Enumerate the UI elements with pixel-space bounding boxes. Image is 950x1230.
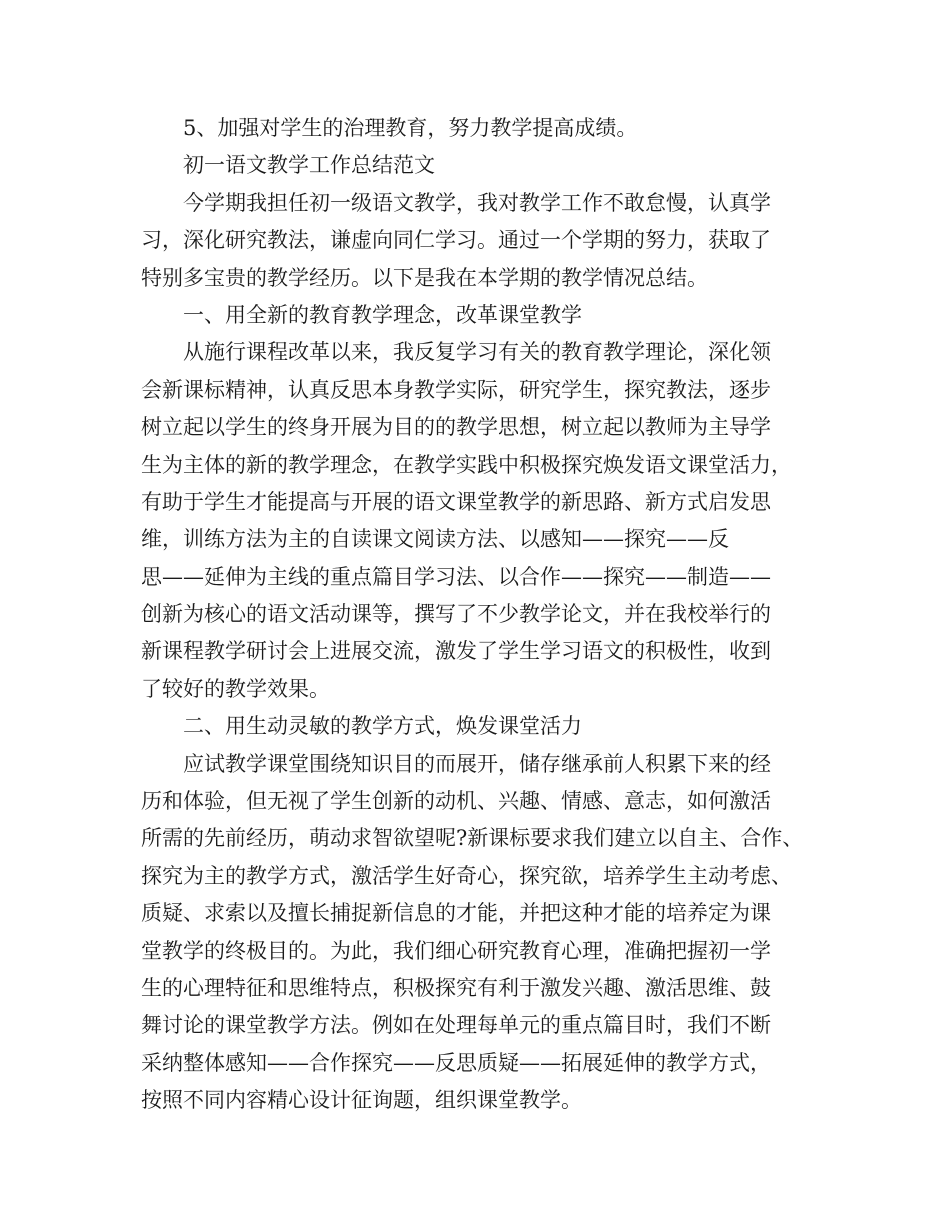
text-line: 特别多宝贵的教学经历。以下是我在本学期的教学情况总结。 <box>141 265 708 290</box>
text-line: 会新课标精神，认真反思本身教学实际，研究学生，探究教法，逐步 <box>141 377 771 402</box>
text-line: 习，深化研究教法，谦虚向同仁学习。通过一个学期的努力，获取了 <box>141 228 771 253</box>
text-line: 采纳整体感知——合作探究——反思质疑——拓展延伸的教学方式， <box>141 1050 771 1075</box>
text-line: 维，训练方法为主的自读课文阅读方法、以感知——探究——反 <box>141 527 729 552</box>
text-line: 新课程教学研讨会上进展交流，激发了学生学习语文的积极性，收到 <box>141 639 771 664</box>
text-line: 生为主体的新的教学理念，在教学实践中积极探究焕发语文课堂活力， <box>141 452 792 477</box>
text-line: 生的心理特征和思维特点，积极探究有利于激发兴趣、激活思维、鼓 <box>141 975 771 1000</box>
text-line: 5、加强对学生的治理教育，努力教学提高成绩。 <box>183 116 638 140</box>
text-line: 探究为主的教学方式，激活学生好奇心，探究欲，培养学生主动考虑、 <box>141 863 792 888</box>
text-line: 舞讨论的课堂教学方法。例如在处理每单元的重点篇目时，我们不断 <box>141 1013 771 1038</box>
text-line: 质疑、求索以及擅长捕捉新信息的才能，并把这种才能的培养定为课 <box>141 901 771 926</box>
text-line: 二、用生动灵敏的教学方式，焕发课堂活力 <box>183 714 582 739</box>
text-line: 应试教学课堂围绕知识目的而展开，储存继承前人积累下来的经 <box>183 751 771 776</box>
text-line: 初一语文教学工作总结范文 <box>183 153 435 178</box>
text-line: 树立起以学生的终身开展为目的的教学思想，树立起以教师为主导学 <box>141 415 771 440</box>
text-line: 按照不同内容精心设计征询题，组织课堂教学。 <box>141 1088 582 1113</box>
document-body <box>141 110 821 1120</box>
text-line: 从施行课程改革以来，我反复学习有关的教育教学理论，深化领 <box>183 340 771 365</box>
text-line: 了较好的教学效果。 <box>141 676 330 701</box>
text-line: 有助于学生才能提高与开展的语文课堂教学的新思路、新方式启发思 <box>141 489 771 514</box>
text-line: 所需的先前经历，萌动求智欲望呢?新课标要求我们建立以自主、合作、 <box>141 826 804 851</box>
text-line: 一、用全新的教育教学理念，改革课堂教学 <box>183 302 582 327</box>
text-line: 创新为核心的语文活动课等，撰写了不少教学论文，并在我校举行的 <box>141 602 771 627</box>
text-line: 历和体验，但无视了学生创新的动机、兴趣、情感、意志，如何激活 <box>141 789 771 814</box>
text-line: 堂教学的终极目的。为此，我们细心研究教育心理，准确把握初一学 <box>141 938 771 963</box>
text-line: 今学期我担任初一级语文教学，我对教学工作不敢怠慢，认真学 <box>183 190 771 215</box>
text-line: 思——延伸为主线的重点篇目学习法、以合作——探究——制造—— <box>141 564 771 589</box>
